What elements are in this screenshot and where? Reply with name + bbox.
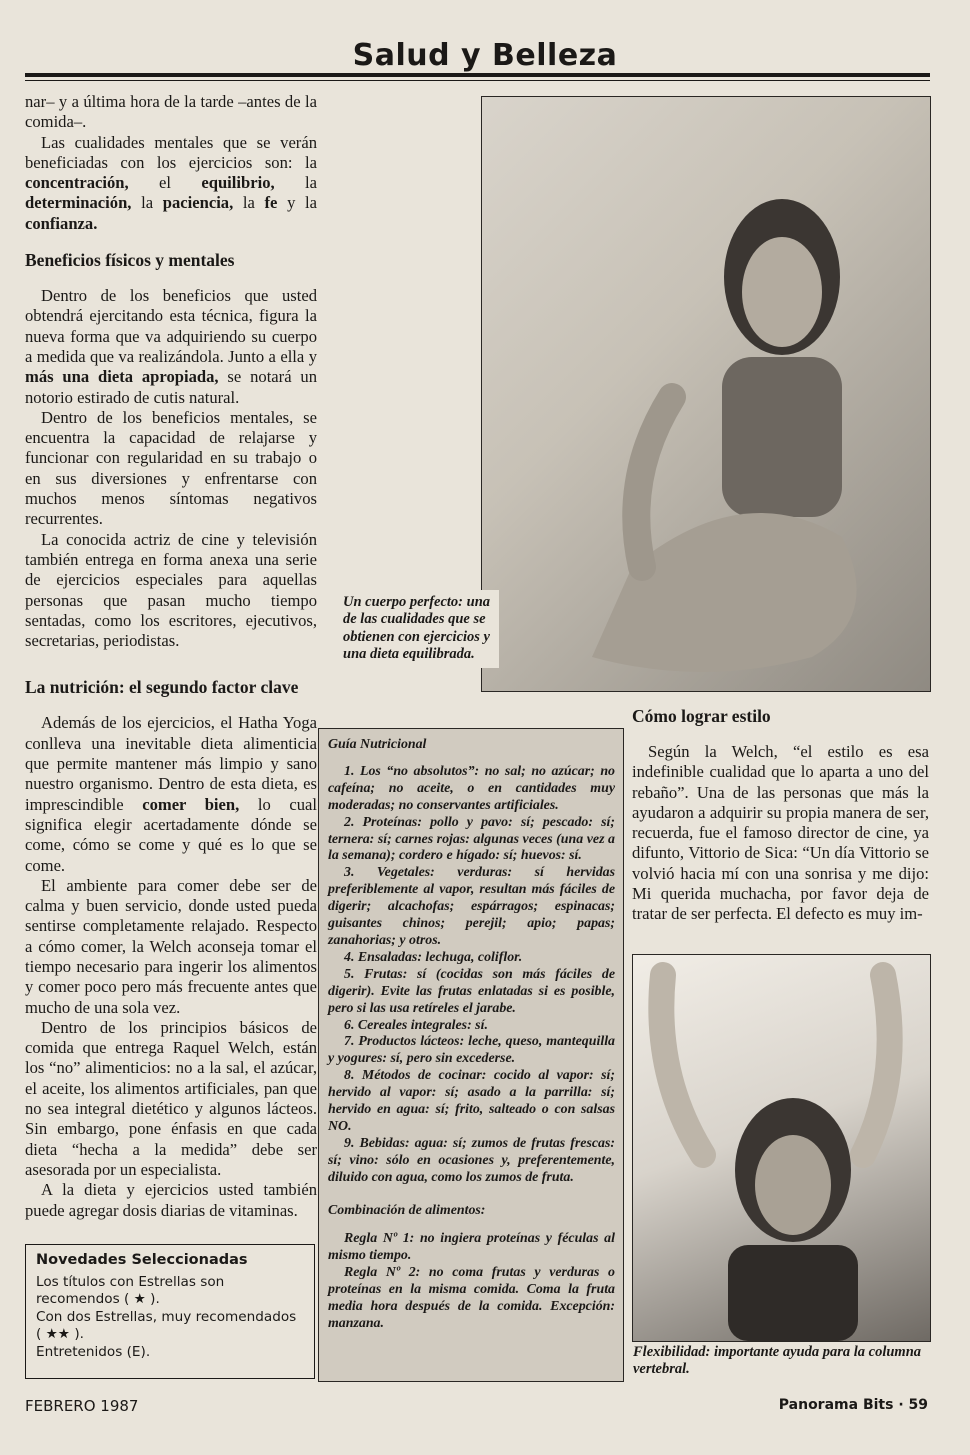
seated-yoga-photo <box>481 96 931 692</box>
header-rule-thin <box>25 80 930 81</box>
guide-item: 3. Vegetales: verduras: sí hervidas preferiblemente al vapor, resultan más fáciles de digerir; alcachofas; espárragos; espinacas; guisantes chinos; perejil; apio; papas; zanahorias; y otros. <box>328 865 615 948</box>
novedades-line-1: Los títulos con Estrellas son recomendos ( ★ ). <box>36 1273 225 1307</box>
nutrition-guide-box <box>318 728 624 1382</box>
rule-2: Regla Nº 2: no coma frutas y verduras o proteínas en la misma comida. Coma la fruta media hora después de la comida. Excepción: manzana. <box>328 1265 615 1331</box>
novedades-line-2: Con dos Estrellas, muy recomendados ( ★★ ). <box>36 1308 297 1342</box>
nutrition-paragraph-4: A la dieta y ejercicios usted también puede agregar dosis diarias de vitaminas. <box>25 1180 317 1220</box>
benefits-paragraph-3: La conocida actriz de cine y televisión también entrega en forma anexa una serie de ejercicios especiales para aquellas personas que pasan mucho tiempo sentadas, como los escritores, ejecutivos, secretarias, periodistas. <box>25 529 317 651</box>
guide-title: Guía Nutricional <box>328 737 427 752</box>
guide-item: 1. Los “no absolutos”: no sal; no azúcar; no cafeína; no aceite, o en cantidades muy moderadas; no conservantes artificiales. <box>328 763 615 813</box>
guide-item: 7. Productos lácteos: leche, queso, mantequilla y yogures: sí, pero sin excederse. <box>328 1034 615 1067</box>
nutrition-paragraph-2: El ambiente para comer debe ser de calma y buen servicio, donde usted pueda sentirse completamente relajado. Respecto a cómo comer, la Welch aconseja tomar el tiempo necesario para ingerir los alimentos y comer poco pero más frecuente antes que mucho de una sola vez. <box>25 875 317 1017</box>
benefits-heading: Beneficios físicos y mentales <box>25 250 235 271</box>
article-column-1 <box>25 92 317 1221</box>
novedades-title: Novedades Seleccionadas <box>36 1252 248 1268</box>
intro-paragraph: nar– y a última hora de la tarde –antes de la comida–. <box>25 92 317 132</box>
style-paragraph: Según la Welch, “el estilo es esa indefinible cualidad que lo aparta a uno del rebaño”. Una de las personas que más la ayudaron a adquirir su propia manera de ser, recuerda, fue el famoso director de cine, ya difunto, Vittorio de Sica: “Un día Vittorio se volvió hacia mí con una sonrisa y me dijo: Mi querida muchacha, por favor deja de tratar de ser perfecta. El defecto es muy im- <box>632 742 929 924</box>
rule-1: Regla Nº 1: no ingiera proteínas y féculas al mismo tiempo. <box>328 1231 615 1264</box>
novedades-box <box>25 1244 315 1379</box>
benefits-paragraph-1: Dentro de los beneficios que usted obtendrá ejercitando esta técnica, figura la nueva forma que va adquiriendo su cuerpo a medida que va realizándola. Junto a ella y más una dieta apropiada, se notará un notorio estirado de cutis natural. <box>25 286 317 407</box>
benefits-paragraph-2: Dentro de los beneficios mentales, se encuentra la capacidad de relajarse y funcionar con regularidad en su trabajo o en sus diversiones y enfrentarse con muchos menos síntomas negativos recurrentes. <box>25 407 317 529</box>
novedades-line-3: Entretenidos (E). <box>36 1343 151 1360</box>
issue-date: FEBRERO 1987 <box>25 1397 139 1415</box>
photo-caption-1: Un cuerpo perfecto: una de las cualidades que se obtienen con ejercicios y una dieta equilibrada. <box>339 590 499 668</box>
nutrition-paragraph-3: Dentro de los principios básicos de comida que entrega Raquel Welch, están los “no” alimenticios: no a la sal, el azúcar, el aceite, los alimentos artificiales, pan que no sea integral dietético y algunos lácteos. Sin embargo, pone énfasis en que cada dieta “hecha a la medida” debe ser asesorada por un especialista. <box>25 1017 317 1179</box>
article-column-3 <box>632 706 929 925</box>
nutrition-paragraph-1: Además de los ejercicios, el Hatha Yoga conlleva una inevitable dieta alimenticia que permite mantener más limpio y sano nuestro organismo. Dentro de esta dieta, es imprescindible comer bien, lo cual significa elegir acertadamente dónde se come, cómo se come y qué es lo que se come. <box>25 713 318 875</box>
seated-woman-figure <box>482 97 930 691</box>
photo-caption-2: Flexibilidad: importante ayuda para la columna vertebral. <box>633 1344 922 1378</box>
style-heading: Cómo lograr estilo <box>632 706 771 726</box>
guide-item: 5. Frutas: sí (cocidas son más fáciles de digerir). Evite las frutas enlatadas si es posible, pero si las usa retíreles el jarabe. <box>328 966 615 1016</box>
guide-item: 2. Proteínas: pollo y pavo: sí; pescado: sí; ternera: sí; carnes rojas: algunas veces (una vez a la semana); cordero e hígado: sí; huevos: sí. <box>328 814 615 864</box>
stretching-woman-figure <box>633 955 930 1341</box>
guide-item: 8. Métodos de cocinar: cocido al vapor: sí; hervido al vapor: sí; asado a la parrilla: sí; hervido en agua: sí; frito, salteado o con salsas NO. <box>328 1068 615 1134</box>
header-rule <box>25 73 930 77</box>
guide-item: 4. Ensaladas: lechuga, coliflor. <box>344 949 523 965</box>
section-title: Salud y Belleza <box>352 38 618 73</box>
guide-item: 6. Cereales integrales: sí. <box>344 1017 488 1033</box>
combination-title: Combinación de alimentos: <box>328 1202 486 1218</box>
guide-item: 9. Bebidas: agua: sí; zumos de frutas frescas: sí; vino: sólo en ocasiones y, preferentemente, diluido con agua, como los zumos de fruta. <box>328 1135 615 1185</box>
page-number: Panorama Bits · 59 <box>778 1397 928 1413</box>
nutrition-heading: La nutrición: el segundo factor clave <box>25 677 299 698</box>
mental-qualities-paragraph: Las cualidades mentales que se verán beneficiadas con los ejercicios son: la concentración, el equilibrio, la determinación, la paciencia, la fe y la confianza. <box>25 132 317 233</box>
flexibility-yoga-photo <box>632 954 931 1342</box>
